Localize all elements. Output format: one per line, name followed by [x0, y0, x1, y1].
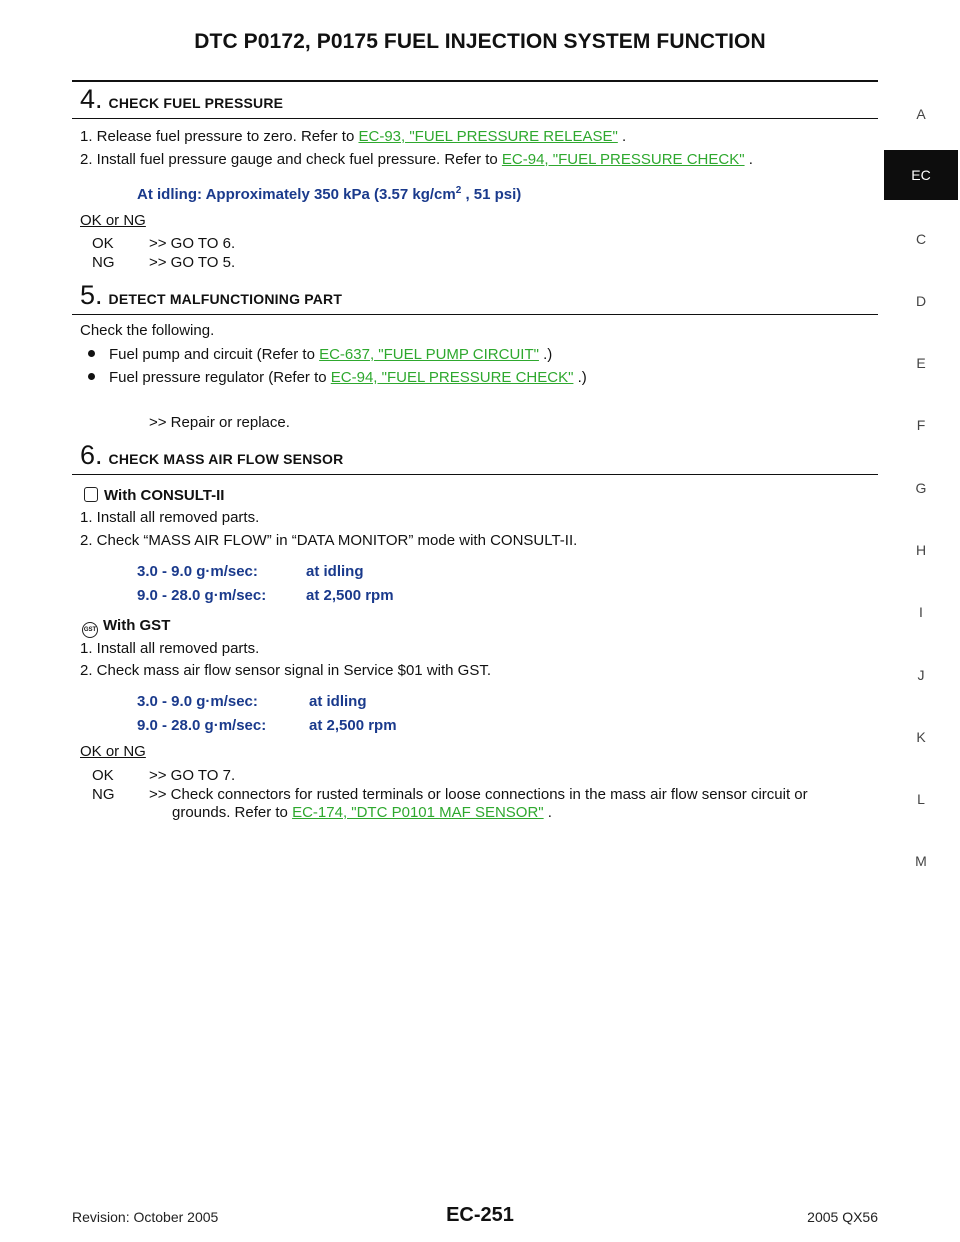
step-4-line-1-suffix: .	[617, 128, 627, 145]
step-5-bullet-2-text: Fuel pressure regulator (Refer to	[109, 369, 331, 386]
gst-spec-2-condition: at 2,500 rpm	[309, 717, 397, 734]
consult-heading	[84, 485, 224, 504]
step-6-ok-label: OK	[92, 767, 114, 784]
side-tab-ec-active[interactable]	[884, 150, 958, 200]
step-4-heading	[80, 84, 283, 115]
side-tab-d[interactable]: D	[915, 293, 927, 309]
step-4-line-2	[80, 151, 753, 168]
side-tab-ec-label: EC	[911, 167, 931, 183]
side-tab-k[interactable]: K	[916, 729, 926, 745]
gst-heading-text: With GST	[103, 617, 171, 634]
step-4-spec-sup: 2	[455, 185, 462, 196]
step-4-ok-or-ng: OK or NG	[80, 212, 146, 229]
gst-step-2: 2. Check mass air flow sensor signal in Service $01 with GST.	[80, 662, 491, 679]
link-maf-sensor[interactable]: EC-174, "DTC P0101 MAF SENSOR"	[292, 804, 544, 821]
consult-spec-2-condition: at 2,500 rpm	[306, 587, 394, 604]
gst-spec-1-value: 3.0 - 9.0 g·m/sec:	[137, 693, 258, 710]
side-tab-g[interactable]: G	[915, 480, 927, 496]
side-tab-l[interactable]: L	[917, 791, 925, 807]
step-4-title: CHECK FUEL PRESSURE	[108, 95, 284, 111]
step-4-number: 4.	[80, 84, 103, 114]
step-4-ng-label: NG	[92, 254, 115, 271]
consult-step-1: 1. Install all removed parts.	[80, 509, 260, 526]
step-6-ng-result-2-suffix: .	[543, 804, 552, 821]
step-5-bullet-1	[88, 346, 552, 363]
step-6-ng-label: NG	[92, 786, 115, 803]
step-4-rule	[72, 118, 878, 119]
link-fuel-pressure-check-2[interactable]: EC-94, "FUEL PRESSURE CHECK"	[330, 369, 574, 386]
link-fuel-pressure-release[interactable]: EC-93, "FUEL PRESSURE RELEASE"	[358, 128, 618, 145]
step-6-rule	[72, 474, 878, 475]
footer-revision: Revision: October 2005	[72, 1209, 219, 1225]
step-4-line-1	[80, 128, 626, 145]
step-5-bullet-1-text: Fuel pump and circuit (Refer to	[109, 346, 320, 363]
step-4-ok-result: >> GO TO 6.	[149, 235, 236, 252]
consult-spec-1-condition: at idling	[306, 563, 364, 580]
page-title: DTC P0172, P0175 FUEL INJECTION SYSTEM FUNCTION	[194, 30, 766, 53]
consult-spec-1-value: 3.0 - 9.0 g·m/sec:	[137, 563, 258, 580]
footer-page-number: EC-251	[446, 1204, 514, 1226]
bullet-icon	[88, 373, 95, 380]
step-6-ng-result: >> Check connectors for rusted terminals or loose connections in the mass air flow sensor circuit or	[149, 786, 808, 803]
step-5-action: >> Repair or replace.	[149, 414, 290, 431]
gst-icon: GST	[82, 622, 98, 638]
side-tab-e[interactable]: E	[916, 355, 926, 371]
link-fuel-pressure-check[interactable]: EC-94, "FUEL PRESSURE CHECK"	[501, 151, 745, 168]
step-5-title: DETECT MALFUNCTIONING PART	[108, 291, 343, 307]
consult-heading-text: With CONSULT-II	[104, 487, 225, 504]
step-4-spec-suffix: , 51 psi)	[461, 186, 522, 203]
step-5-bullet-2-suffix: .)	[573, 369, 587, 386]
step-4-ok-label: OK	[92, 235, 114, 252]
step-6-ng-result-2-text: grounds. Refer to	[172, 804, 293, 821]
step-6-ok-result: >> GO TO 7.	[149, 767, 236, 784]
link-fuel-pump-circuit[interactable]: EC-637, "FUEL PUMP CIRCUIT"	[319, 346, 539, 363]
footer-model: 2005 QX56	[807, 1209, 878, 1225]
step-5-intro: Check the following.	[80, 322, 215, 339]
step-6-title: CHECK MASS AIR FLOW SENSOR	[108, 451, 344, 467]
step-5-bullet-2	[88, 369, 587, 386]
side-tab-i[interactable]: I	[919, 604, 923, 620]
step-6-ng-result-2	[172, 804, 552, 821]
consult-step-2: 2. Check “MASS AIR FLOW” in “DATA MONITOR” mode with CONSULT-II.	[80, 532, 578, 549]
side-tab-f[interactable]: F	[916, 417, 926, 433]
side-tab-m[interactable]: M	[915, 853, 927, 869]
step-4-spec-text: At idling: Approximately 350 kPa (3.57 kg/cm	[137, 186, 456, 203]
step-4-line-2-suffix: .	[744, 151, 753, 168]
gst-heading	[82, 617, 170, 637]
step-4-ng-result: >> GO TO 5.	[149, 254, 236, 271]
side-tab-h[interactable]: H	[915, 542, 927, 558]
consult-ii-icon	[84, 487, 98, 502]
gst-step-1: 1. Install all removed parts.	[80, 640, 260, 657]
step-4-line-1-text: 1. Release fuel pressure to zero. Refer to	[80, 128, 359, 145]
side-tab-c[interactable]: C	[915, 231, 927, 247]
step-4-line-2-text: 2. Install fuel pressure gauge and check fuel pressure. Refer to	[80, 151, 502, 168]
step-5-rule	[72, 314, 878, 315]
side-tab-a[interactable]: A	[916, 106, 926, 122]
step-5-heading	[80, 280, 342, 311]
bullet-icon	[88, 350, 95, 357]
step-6-heading	[80, 440, 343, 471]
gst-spec-1-condition: at idling	[309, 693, 367, 710]
step-5-bullet-1-suffix: .)	[538, 346, 553, 363]
step-6-number: 6.	[80, 440, 103, 470]
side-tab-j[interactable]: J	[917, 667, 925, 683]
gst-spec-2-value: 9.0 - 28.0 g·m/sec:	[137, 717, 267, 734]
step-5-number: 5.	[80, 280, 103, 310]
step-6-ok-or-ng: OK or NG	[80, 743, 146, 760]
step-4-spec	[137, 185, 521, 203]
header-rule	[72, 80, 878, 82]
consult-spec-2-value: 9.0 - 28.0 g·m/sec:	[137, 587, 267, 604]
